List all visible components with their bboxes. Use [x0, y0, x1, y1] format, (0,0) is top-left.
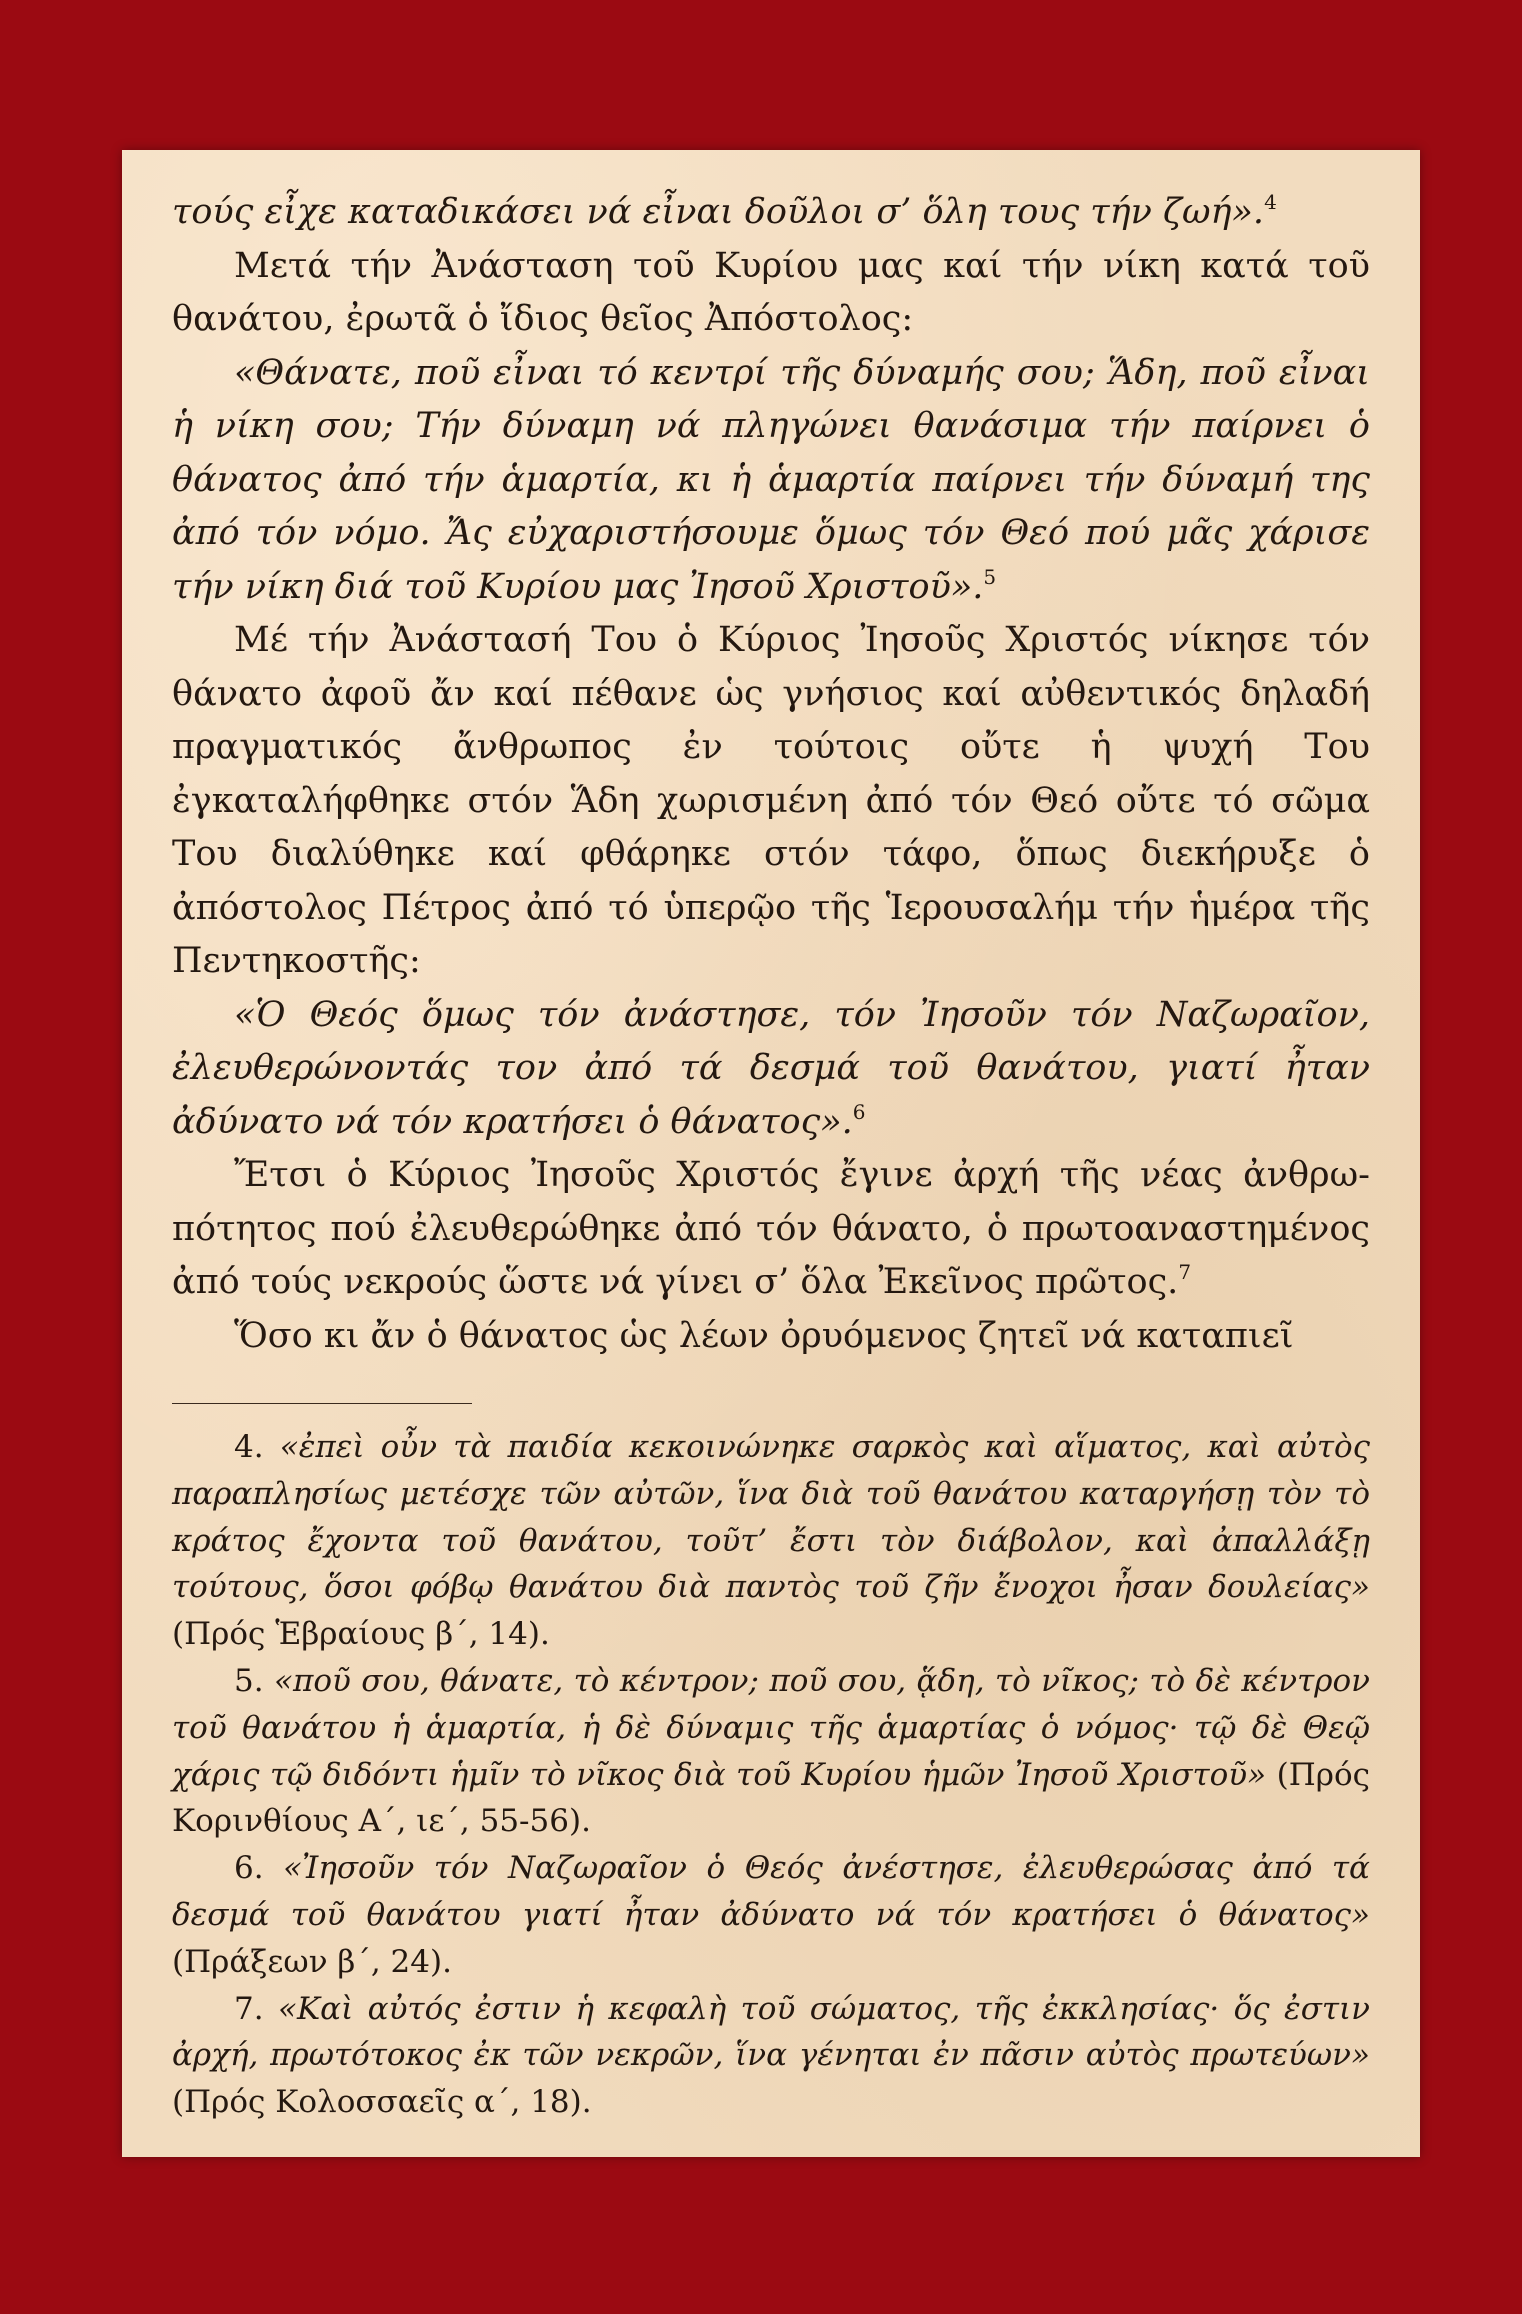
- footnote-ref[interactable]: 7: [1178, 1260, 1192, 1284]
- paragraph: Μέ τήν Ἀνάστασή Του ὁ Κύριος Ἰησοῦς Χριστός νίκησε τόν θάνατο ἀφοῦ ἄν καί πέθανε ὡς γνήσιος καί αὐθεντικός δηλαδή πραγματικός ἄνθρωπος ἐν τούτοις οὔτε ἡ ψυχή Του ἐγκαταλήφθηκε στόν Ἅδη χωρισμένη ἀπό τόν Θεό οὔτε τό σῶμα Του διαλύθηκε καί φθάρηκε στόν τάφο, ὅπως διεκήρυξε ὁ ἀπόστολος Πέτρος ἀπό τό ὑπερῷο τῆς Ἱερουσαλήμ τήν ἡμέρα τῆς Πεντηκοστῆς:: [172, 620, 1370, 981]
- footnote-source: (Πράξεων β΄, 24).: [172, 1943, 452, 1980]
- book-page: [122, 150, 1420, 2157]
- footnote-ref[interactable]: 5: [983, 564, 997, 589]
- main-text: [172, 186, 1370, 1363]
- quote-text: «Θάνατε, ποῦ εἶναι τό κεντρί τῆς δύναμής σου; Ἅδη, ποῦ εἶναι ἡ νίκη σου; Τήν δύναμη νά πληγώνει θανάσιμα τήν παίρνει ὁ θάνατος ἀπό τήν ἁμαρτία, κι ἡ ἁμαρτία παίρνει τήν δύναμή της ἀπό τόν νόμο. Ἄς εὐχαριστήσουμε ὅμως τόν Θεό πού μᾶς χάρισε τήν νίκη διά τοῦ Κυρίου μας Ἰησοῦ Χριστοῦ».: [172, 352, 1370, 607]
- footnote-quote: «Ἰησοῦν τόν Ναζωραῖον ὁ Θεός ἀνέστησε, ἐλευθερώσας ἀπό τά δεσμά τοῦ θανάτου γιατί ἦταν ἀδύνατο νά τόν κρατήσει ὁ θάνατος»: [172, 1850, 1370, 1933]
- footnote-source: (Πρός Κορινθίους Α΄, ιε΄, 55-56).: [172, 1756, 1370, 1840]
- footnotes: [172, 1424, 1370, 2126]
- paragraph-text: Ἔτσι ὁ Κύριος Ἰησοῦς Χριστός ἔγινε ἀρχή τῆς νέας ἀνθρωπότητος πού ἐλευθερώθηκε ἀπό τόν θάνατο, ὁ πρωτοαναστημένος ἀπό τούς νεκρούς ὥστε νά γίνει σ’ ὅλα Ἐκεῖνος πρῶτος.: [172, 1155, 1370, 1302]
- quote-text: «Ὁ Θεός ὅμως τόν ἀνάστησε, τόν Ἰησοῦν τόν Ναζωραῖον, ἐλευθερώνοντάς τον ἀπό τά δεσμά τοῦ θανάτου, γιατί ἦταν ἀδύνατο νά τόν κρατήσει ὁ θάνατος».: [172, 994, 1370, 1142]
- footnote: [172, 1424, 1370, 1658]
- quote-text: τούς εἶχε καταδικάσει νά εἶναι δοῦλοι σ’ ὅλη τους τήν ζωή».: [172, 192, 1265, 232]
- footnote-source: (Πρός Ἑβραίους β΄, 14).: [172, 1616, 550, 1653]
- paragraph: Μετά τήν Ἀνάσταση τοῦ Κυρίου μας καί τήν νίκη κατά τοῦ θανάτου, ἐρωτᾶ ὁ ἴδιος θεῖος Ἀπόστολος:: [172, 245, 1370, 339]
- footnote-number: 6.: [234, 1850, 264, 1887]
- paragraph: [172, 186, 1370, 240]
- footnote-divider: [172, 1403, 472, 1404]
- footnote: [172, 1986, 1370, 2126]
- footnote-quote: «Καὶ αὐτός ἐστιν ἡ κεφαλὴ τοῦ σώματος, τῆς ἐκκλησίας· ὅς ἐστιν ἀρχή, πρωτότοκος ἐκ τῶν νεκρῶν, ἵνα γένηται ἐν πᾶσιν αὐτὸς πρωτεύων»: [172, 1990, 1371, 2074]
- paragraph: [172, 347, 1370, 615]
- footnote-quote: «ἐπεὶ οὖν τὰ παιδία κεκοινώνηκε σαρκὸς καὶ αἵματος, καὶ αὐτὸς παραπλησίως μετέσχε τῶν αὐτῶν, ἵνα διὰ τοῦ θανάτου καταργήσῃ τὸν τὸ κράτος ἔχοντα τοῦ θανάτου, τοῦτ’ ἔστι τὸν διάβολον, καὶ ἀπαλλάξῃ τούτους, ὅσοι φόβῳ θανάτου διὰ παντὸς τοῦ ζῆν ἔνοχοι ἦσαν δουλείας»: [172, 1429, 1370, 1606]
- paragraph: Ὅσο κι ἄν ὁ θάνατος ὡς λέων ὀρυόμενος ζητεῖ νά καταπιεῖ: [234, 1315, 1294, 1356]
- paragraph: [172, 989, 1370, 1150]
- footnote-ref[interactable]: 6: [852, 1099, 866, 1124]
- footnote: [172, 1845, 1370, 1985]
- footnote: [172, 1658, 1370, 1845]
- paragraph: [172, 1149, 1370, 1310]
- footnote-number: 4.: [234, 1429, 264, 1465]
- footnote-number: 7.: [234, 1990, 264, 2027]
- footnote-ref[interactable]: 4: [1264, 190, 1277, 214]
- footnote-quote: «ποῦ σου, θάνατε, τὸ κέντρον; ποῦ σου, ᾅδη, τὸ νῖκος; τὸ δὲ κέντρον τοῦ θανάτου ἡ ἁμαρτία, ἡ δὲ δύναμις τῆς ἁμαρτίας ὁ νόμος· τῷ δὲ Θεῷ χάρις τῷ διδόντι ἡμῖν τὸ νῖκος διὰ τοῦ Κυρίου ἡμῶν Ἰησοῦ Χριστοῦ»: [172, 1662, 1370, 1793]
- footnote-source: (Πρός Κολοσσαεῖς α΄, 18).: [172, 2084, 592, 2121]
- footnote-number: 5.: [234, 1662, 264, 1699]
